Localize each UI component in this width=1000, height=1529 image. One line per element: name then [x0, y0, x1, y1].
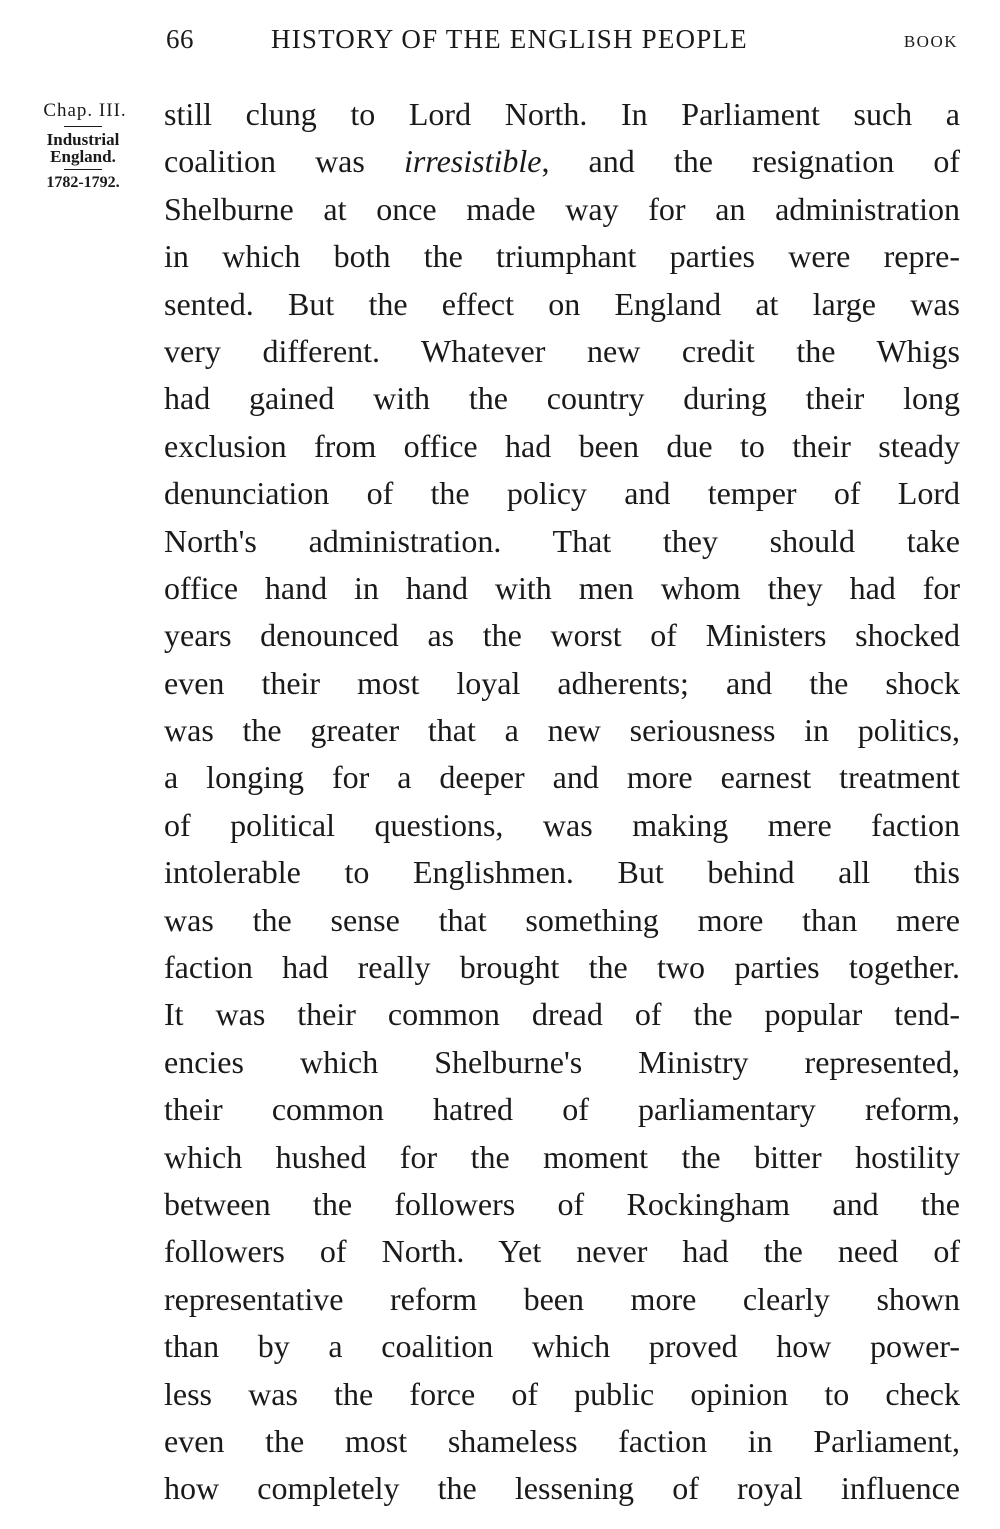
text-line: North's administration. That they should take: [164, 522, 960, 559]
body-text: [164, 91, 960, 1513]
text-line: It was their common dread of the popular tend-: [164, 996, 960, 1033]
text-line: coalition was irresistible, and the resignation of: [164, 143, 961, 180]
text-line: even their most loyal adherents; and the shock: [164, 664, 960, 701]
text-line: less was the force of public opinion to check: [164, 1375, 960, 1412]
text-line: between the followers of Rockingham and the: [164, 1185, 960, 1222]
text-line: than by a coalition which proved how power-: [164, 1328, 960, 1365]
text-line: which hushed for the moment the bitter hostility: [164, 1138, 960, 1175]
book-title: HISTORY OF THE ENGLISH PEOPLE: [271, 24, 748, 54]
book-label: BOOK: [903, 32, 958, 51]
text-line: how completely the lessening of royal influence: [164, 1470, 960, 1507]
text-line: exclusion from office had been due to their steady: [164, 427, 960, 464]
text-line: was the greater that a new seriousness in politics,: [164, 712, 960, 749]
text-line: even the most shameless faction in Parliament,: [164, 1422, 960, 1459]
text-line: a longing for a deeper and more earnest treatment: [164, 759, 960, 796]
text-line: very different. Whatever new credit the Whigs: [164, 332, 960, 369]
text-line: of political questions, was making mere faction: [164, 806, 960, 843]
text-line: office hand in hand with men whom they had for: [164, 569, 960, 606]
sidenote-rule-bottom: [64, 169, 102, 170]
text-line: denunciation of the policy and temper of Lord: [164, 475, 960, 512]
text-line: followers of North. Yet never had the need of: [164, 1233, 960, 1270]
page-number: 66: [166, 24, 194, 54]
text-line: in which both the triumphant parties were repre-: [164, 238, 960, 275]
sidenote-title-line2: England.: [50, 147, 116, 166]
italic-word: irresistible: [403, 143, 542, 180]
sidenote-rule-top: [64, 126, 102, 127]
text-line: sented. But the effect on England at large was: [164, 285, 960, 322]
text-line: representative reform been more clearly shown: [164, 1280, 960, 1317]
text-line: years denounced as the worst of Ministers shocked: [164, 617, 960, 654]
text-line: Shelburne at once made way for an administration: [164, 190, 960, 227]
chapter-label: Chap. III.: [43, 100, 127, 121]
sidenote-title-line1: Industrial: [46, 130, 120, 149]
text-line: had gained with the country during their long: [164, 380, 960, 417]
running-header: [166, 24, 958, 60]
text-line: encies which Shelburne's Ministry represented,: [164, 1043, 960, 1080]
text-line: was the sense that something more than mere: [164, 901, 960, 938]
text-line: intolerable to Englishmen. But behind all this: [164, 854, 960, 891]
text-line: faction had really brought the two parties together.: [164, 949, 960, 986]
sidenote-dates: 1782-1792.: [46, 174, 120, 191]
margin-sidenote: [16, 100, 150, 192]
text-line: still clung to Lord North. In Parliament such a: [164, 96, 960, 132]
text-line: their common hatred of parliamentary reform,: [164, 1091, 960, 1128]
